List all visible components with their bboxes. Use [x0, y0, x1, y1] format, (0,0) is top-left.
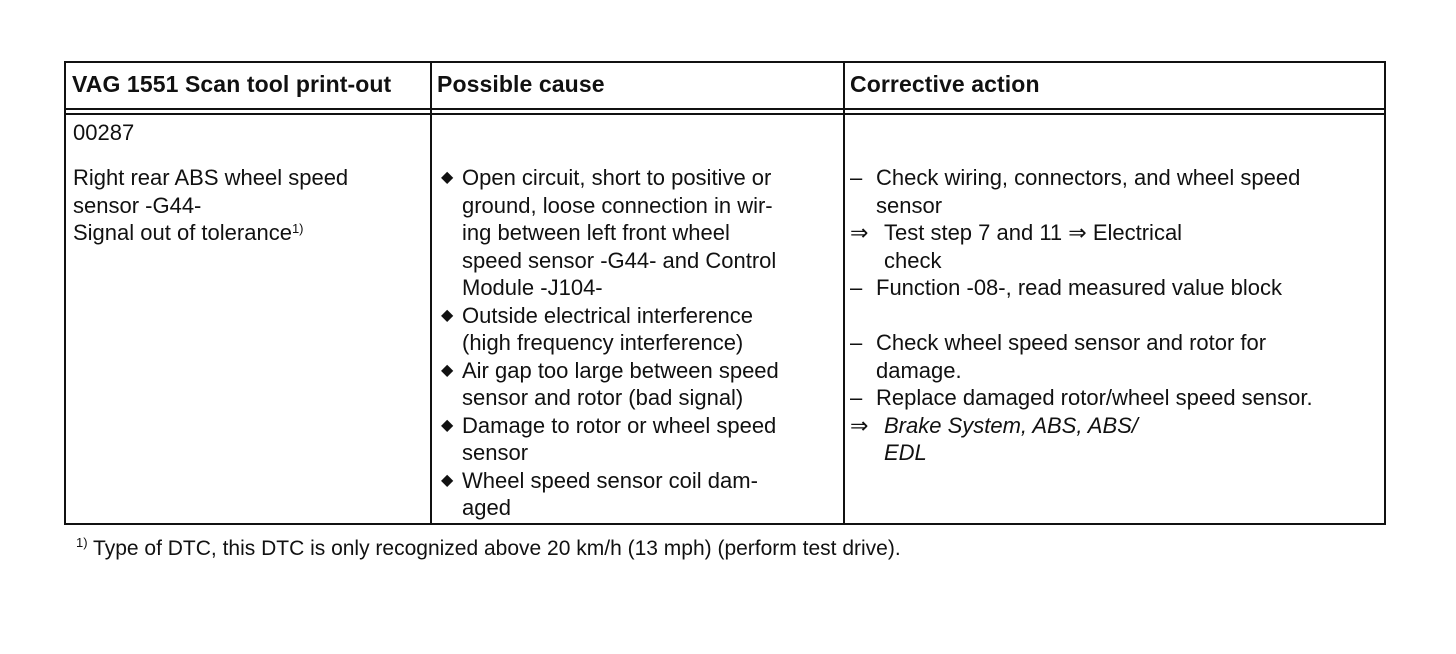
- cause-line: sensor and rotor (bad signal): [462, 385, 744, 410]
- dash-icon: –: [850, 165, 863, 190]
- cause-line: speed sensor -G44- and Control: [462, 247, 777, 273]
- action-item: [850, 384, 1313, 412]
- cause-line: Wheel speed sensor coil dam-: [462, 467, 758, 493]
- spacer: [850, 302, 1313, 330]
- possible-causes-list: [437, 164, 779, 522]
- fault-description: [73, 164, 348, 247]
- cause-line: ground, loose connection in wir-: [462, 192, 773, 218]
- bullet-icon: ◆: [441, 416, 454, 434]
- action-line: Check wiring, connectors, and wheel speed: [876, 165, 1301, 190]
- bullet-icon: ◆: [441, 471, 454, 489]
- dash-icon: –: [850, 275, 863, 300]
- reference-line: Brake System, ABS, ABS/: [884, 412, 1138, 438]
- action-line: Check wheel speed sensor and rotor for: [876, 330, 1267, 355]
- footnote: [76, 537, 901, 561]
- cause-line: (high frequency interference): [462, 330, 744, 355]
- fault-line-text: Signal out of tolerance: [73, 220, 292, 245]
- action-item: [850, 274, 1313, 302]
- cause-item: [437, 164, 779, 302]
- fault-code: 00287: [73, 120, 135, 145]
- action-line: damage.: [876, 357, 962, 383]
- cause-line: ing between left front wheel: [462, 220, 730, 245]
- header-scan-tool: VAG 1551 Scan tool print-out: [72, 71, 392, 97]
- bullet-icon: ◆: [441, 361, 454, 379]
- fault-line: Right rear ABS wheel speed: [73, 165, 349, 190]
- bullet-icon: ◆: [441, 306, 454, 324]
- cause-line: Outside electrical interference: [462, 302, 754, 328]
- action-line: sensor: [876, 192, 943, 218]
- footnote-marker: 1): [76, 535, 88, 550]
- corrective-actions-list: [850, 164, 1313, 467]
- bullet-icon: ◆: [441, 169, 454, 186]
- cause-item: [437, 412, 779, 467]
- action-line: Replace damaged rotor/wheel speed sensor.: [876, 385, 1313, 410]
- cause-line: Damage to rotor or wheel speed: [462, 412, 777, 438]
- header-divider: [66, 113, 1384, 115]
- action-line: check: [884, 247, 942, 273]
- cause-line: Open circuit, short to positive or: [462, 165, 772, 190]
- dash-icon: –: [850, 385, 863, 410]
- diagnostic-table: [64, 61, 1386, 525]
- cause-item: [437, 467, 779, 522]
- header-possible-cause: Possible cause: [437, 71, 605, 97]
- cause-line: aged: [462, 495, 511, 520]
- column-divider: [843, 63, 845, 523]
- cause-item: [437, 357, 779, 412]
- action-line: Function -08-, read measured value block: [876, 275, 1282, 300]
- footnote-text: Type of DTC, this DTC is only recognized above 20 km/h (13 mph) (perform test drive).: [93, 537, 901, 560]
- reference-line: EDL: [884, 440, 927, 465]
- fault-line: sensor -G44-: [73, 192, 202, 218]
- arrow-icon: ⇒: [850, 220, 869, 245]
- arrow-icon: ⇒: [850, 412, 869, 438]
- action-item-reference: [850, 412, 1313, 467]
- action-item: [850, 219, 1313, 274]
- footnote-ref: 1): [291, 221, 304, 236]
- dash-icon: –: [850, 330, 863, 355]
- cause-line: Air gap too large between speed: [462, 357, 779, 383]
- header-corrective-action: Corrective action: [850, 71, 1040, 97]
- column-divider: [430, 63, 432, 523]
- action-line: Test step 7 and 11 ⇒ Electrical: [884, 220, 1183, 245]
- cause-line: Module -J104-: [462, 275, 603, 300]
- action-item: [850, 329, 1313, 384]
- header-divider: [66, 108, 1384, 110]
- cause-line: sensor: [462, 440, 529, 465]
- cause-item: [437, 302, 779, 357]
- fault-line: [73, 219, 348, 247]
- action-item: [850, 164, 1313, 219]
